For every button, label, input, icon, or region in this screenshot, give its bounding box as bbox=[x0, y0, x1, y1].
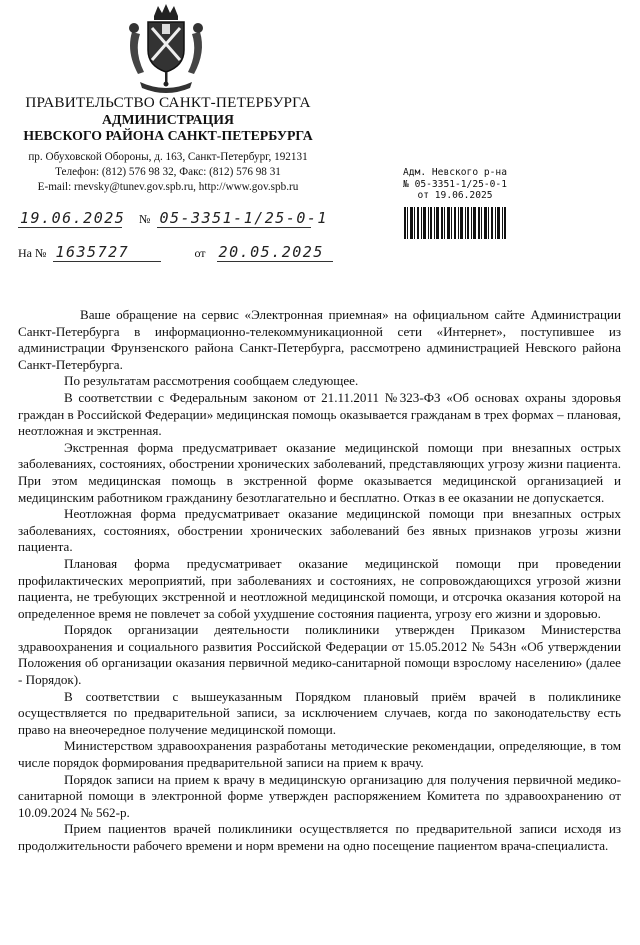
paragraph: Порядок организации деятельности поликлиники утвержден Приказом Министерства здравоохранения и социального развития Российской Федерации от 15.05.2012 № 543н «Об утверждении Положения об организации оказания первичной медико-санитарной помощи взрослому населению» (далее - Порядок). bbox=[18, 622, 621, 688]
contact-block bbox=[18, 150, 318, 195]
paragraph: Неотложная форма предусматривает оказание медицинской помощи при внезапных острых заболеваниях, состояниях, обострении хронических заболеваний без явных признаков угрозы жизни пациента. bbox=[18, 506, 621, 555]
postal-address: пр. Обуховской Обороны, д. 163, Санкт-Петербург, 192131 bbox=[28, 151, 308, 163]
stamp-date: от 19.06.2025 bbox=[417, 190, 493, 201]
reference-label: На № bbox=[18, 246, 47, 260]
outgoing-date: 19.06.2025 bbox=[20, 209, 126, 227]
reference-date: 20.05.2025 bbox=[217, 244, 333, 262]
phone-fax: Телефон: (812) 576 98 32, Факс: (812) 576 98 31 bbox=[55, 166, 281, 178]
stamp-number: № 05-3351-1/25-0-1 bbox=[403, 178, 507, 190]
from-label: от bbox=[194, 246, 206, 260]
coat-of-arms-icon bbox=[120, 2, 212, 98]
reference-number: 1635727 bbox=[53, 244, 161, 262]
barcode-icon bbox=[404, 207, 506, 239]
paragraph: В соответствии с Федеральным законом от 21.11.2011 №323-ФЗ «Об основах охраны здоровья граждан в Российской Федерации» медицинская помощь оказывается гражданам в трех формах – плановая, неотложная и экстренная. bbox=[18, 389, 621, 439]
paragraph: Порядок записи на прием к врачу в медицинскую организацию для получения первичной медико-санитарной помощи в электронной форме утвержден распоряжением Комитета по здравоохранению от 10.09.2024 № 562-р. bbox=[18, 771, 621, 820]
government-title: ПРАВИТЕЛЬСТВО САНКТ-ПЕТЕРБУРГА bbox=[25, 94, 311, 111]
number-label: № bbox=[139, 212, 151, 226]
paragraph: Плановая форма предусматривает оказание медицинской помощи при проведении профилактических мероприятий, при заболеваниях и состояниях, не сопровождающихся угрозой жизни пациента, не требующих экстренной и неотложной медицинской помощи, и отсрочка оказания которой на определенное время не повлечет за собой ухудшение состояния пациента, угрозу его жизни и здоровью. bbox=[18, 555, 621, 621]
outgoing-registration bbox=[18, 209, 328, 228]
paragraph: В соответствии с вышеуказанным Порядком плановый приём врачей в поликлинике осуществляется по предварительной записи, за исключением случаев, когда по законодательству есть право на внеочередное получение медицинской помощи. bbox=[18, 688, 621, 737]
paragraph: Министерством здравоохранения разработаны методические рекомендации, определяющие, в том числе порядок формирования предварительной записи на прием к врачу. bbox=[18, 738, 621, 771]
letter-body bbox=[18, 307, 621, 855]
paragraph: Экстренная форма предусматривает оказание медицинской помощи при внезапных острых заболеваниях, состояниях, обострении хронических заболеваний, представляющих угрозу жизни пациента. При этом медицинская помощь в экстренной форме оказывается медицинской организацией и медицинским работником гражданину безотлагательно и бесплатно. Отказ в ее оказании не допускается. bbox=[18, 439, 621, 505]
paragraph: Прием пациентов врачей поликлиники осуществляется по предварительной записи исходя из продолжительности рабочего времени и норм времени на одно посещение пациентом врача-специалиста. bbox=[18, 821, 621, 853]
outgoing-number: 05-3351-1/25-0-1 bbox=[159, 209, 328, 227]
district-title: НЕВСКОГО РАЙОНА САНКТ-ПЕТЕРБУРГА bbox=[23, 128, 313, 143]
registration-stamp bbox=[400, 167, 510, 202]
incoming-reference bbox=[18, 244, 333, 262]
administration-title: АДМИНИСТРАЦИЯ bbox=[102, 112, 234, 127]
paragraph: Ваше обращение на сервис «Электронная приемная» на официальном сайте Администрации Санкт-Петербурга в информационно-телекоммуникационной сети «Интернет», поступившее из администрации Фрунзенского района Санкт-Петербурга, рассмотрено администрацией Невского района Санкт-Петербурга. bbox=[18, 307, 621, 372]
organization-block bbox=[18, 94, 318, 144]
email-web: E-mail: rnevsky@tunev.gov.spb.ru, http://www.gov.spb.ru bbox=[37, 181, 299, 193]
stamp-org: Адм. Невского р-на bbox=[403, 167, 507, 178]
paragraph: По результатам рассмотрения сообщаем следующее. bbox=[64, 373, 359, 389]
